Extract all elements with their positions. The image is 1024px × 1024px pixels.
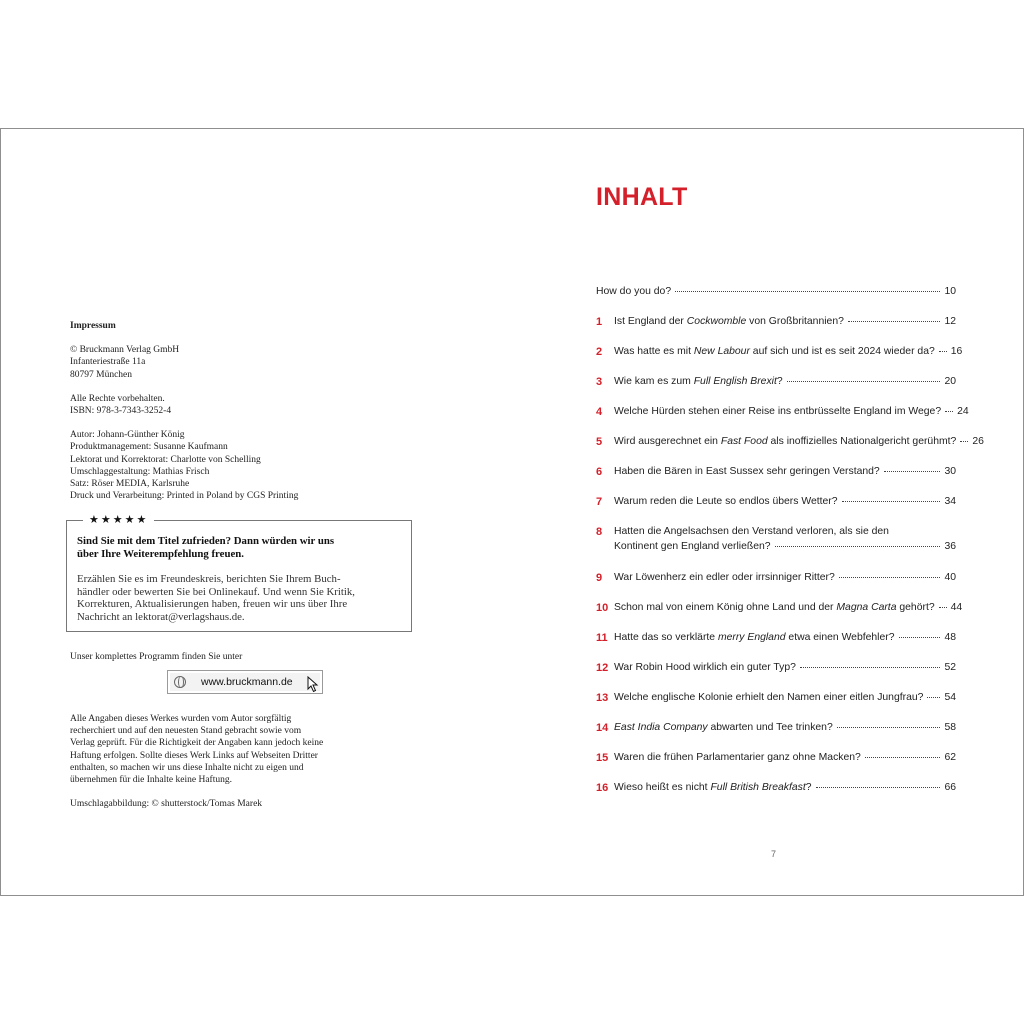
toc-dot-leader: [927, 696, 940, 698]
toc-entry-title: Welche englische Kolonie erhielt den Namen einer eitlen Jungfrau?: [614, 692, 924, 703]
toc-chapter-number: 13: [596, 692, 609, 704]
toc-entry-title: How do you do?: [596, 286, 672, 297]
toc-chapter-number: 11: [596, 632, 608, 644]
feedback-headline-line: Sind Sie mit dem Titel zufrieden? Dann würden wir uns: [77, 535, 335, 547]
website-url[interactable]: www.bruckmann.de: [201, 676, 293, 688]
toc-chapter-number: 5: [596, 436, 603, 448]
toc-entry-title: Hatte das so verklärte merry England etwa einen Webfehler?: [614, 632, 895, 643]
toc-entry-title: Wieso heißt es nicht Full British Breakfast?: [614, 782, 812, 793]
feedback-body-line: Erzählen Sie es im Freundeskreis, berichten Sie Ihrem Buch-: [77, 573, 341, 585]
rights-block: [70, 393, 360, 417]
toc-chapter-number: 10: [596, 602, 609, 614]
toc-page-number: 62: [944, 752, 956, 763]
toc-page-number: 40: [944, 572, 956, 583]
toc-chapter-number: 6: [596, 466, 603, 478]
toc-page-number: 10: [944, 286, 956, 297]
feedback-body: [77, 573, 407, 623]
toc-entry[interactable]: [596, 692, 956, 703]
toc-page-number: 12: [944, 316, 956, 327]
disclaimer-line: Haftung erfolgen. Sollte dieses Werk Links auf Webseiten Dritter: [70, 750, 318, 761]
toc-entry-title: War Robin Hood wirklich ein guter Typ?: [614, 662, 796, 673]
rights-line: Alle Rechte vorbehalten.: [70, 393, 165, 404]
toc-dot-leader: [945, 410, 953, 412]
toc-entry[interactable]: [596, 632, 956, 643]
toc-entry-title: Ist England der Cockwomble von Großbritannien?: [614, 316, 844, 327]
toc-page-number: 52: [944, 662, 956, 673]
toc-title: INHALT: [596, 183, 688, 211]
toc-chapter-number: 8: [596, 526, 603, 538]
toc-entry-title: Was hatte es mit New Labour auf sich und ist es seit 2024 wieder da?: [614, 346, 935, 357]
toc-entry[interactable]: [596, 376, 956, 387]
toc-entry[interactable]: [596, 406, 969, 418]
toc-page-number: 58: [944, 722, 956, 733]
imprint-heading: Impressum: [70, 321, 116, 331]
toc-dot-leader: [837, 726, 941, 728]
feedback-body-line: Korrekturen, Aktualisierungen haben, freuen wir uns über Ihre: [77, 598, 348, 610]
disclaimer-line: übernehmen für die Inhalte keine Haftung.: [70, 775, 232, 786]
toc-page-number: 20: [944, 376, 956, 387]
toc-entry[interactable]: [596, 722, 956, 733]
toc-page-number: 34: [944, 496, 956, 507]
toc-chapter-number: 7: [596, 496, 603, 508]
feedback-box: [66, 514, 412, 632]
toc-entry[interactable]: [596, 752, 956, 763]
toc-entry[interactable]: [596, 782, 956, 793]
website-url-box[interactable]: [167, 670, 323, 694]
toc-dot-leader: [675, 290, 940, 292]
credit-line: Satz: Röser MEDIA, Karlsruhe: [70, 479, 190, 490]
globe-icon: [174, 676, 186, 688]
toc-dot-leader: [842, 500, 941, 502]
feedback-body-line: Nachricht an lektorat@verlagshaus.de.: [77, 610, 245, 623]
toc-entry-title: Schon mal von einem König ohne Land und der Magna Carta gehört?: [614, 602, 935, 613]
credit-line: Druck und Verarbeitung: Printed in Poland by CGS Printing: [70, 491, 299, 502]
toc-page-number: 48: [944, 632, 956, 643]
credit-line: Autor: Johann-Günther König: [70, 430, 185, 441]
feedback-headline-line: über Ihre Weiterempfehlung freuen.: [77, 548, 244, 560]
toc-page-number: 24: [957, 406, 969, 417]
disclaimer-line: Alle Angaben dieses Werkes wurden vom Autor sorgfältig: [70, 714, 292, 724]
publisher-line: Infanteriestraße 11a: [70, 357, 146, 368]
toc-chapter-number: 16: [596, 782, 609, 794]
toc-entry-title: Warum reden die Leute so endlos übers Wetter?: [614, 496, 838, 507]
toc-dot-leader: [865, 756, 941, 758]
toc-entry[interactable]: [596, 286, 956, 297]
toc-entry-title: Wie kam es zum Full English Brexit?: [614, 376, 783, 387]
toc-entry-title: War Löwenherz ein edler oder irrsinniger Ritter?: [614, 572, 835, 583]
toc-chapter-number: 9: [596, 572, 603, 584]
toc-dot-leader: [960, 440, 968, 442]
toc-entry-title: East India Company abwarten und Tee trinken?: [614, 722, 833, 733]
toc-dot-leader: [899, 636, 941, 638]
disclaimer-line: Verlag geprüft. Für die Richtigkeit der Angaben kann jedoch keine: [70, 738, 324, 749]
toc-entry-title: Waren die frühen Parlamentarier ganz ohne Macken?: [614, 752, 861, 763]
toc-entry-title: Wird ausgerechnet ein Fast Food als inoffizielles Nationalgericht gerühmt?: [614, 436, 957, 447]
credit-line: Umschlaggestaltung: Mathias Frisch: [70, 466, 210, 477]
credits-block: [70, 429, 360, 502]
disclaimer: [70, 713, 360, 786]
toc-chapter-number: 4: [596, 406, 603, 418]
toc-entry[interactable]: [596, 526, 956, 552]
toc-page-number: 26: [972, 436, 984, 447]
toc-chapter-number: 12: [596, 662, 609, 674]
isbn-line: ISBN: 978-3-7343-3252-4: [70, 406, 172, 417]
publisher-line: © Bruckmann Verlag GmbH: [70, 345, 180, 356]
toc-dot-leader: [775, 545, 941, 547]
toc-chapter-number: 1: [596, 316, 603, 328]
page-number: 7: [771, 849, 777, 859]
toc-chapter-number: 2: [596, 346, 603, 358]
toc-page-number: 36: [944, 541, 956, 552]
toc-entry[interactable]: [596, 466, 956, 477]
credit-line: Lektorat und Korrektorat: Charlotte von Schelling: [70, 454, 261, 465]
toc-entry-title: Kontinent gen England verließen?: [614, 541, 771, 552]
mouse-pointer-icon: [307, 676, 319, 693]
toc-page-number: 16: [950, 346, 963, 357]
toc-entry[interactable]: [596, 346, 963, 358]
toc-page-number: 30: [944, 466, 956, 477]
toc-entry[interactable]: [596, 602, 963, 614]
toc-entry[interactable]: [596, 496, 956, 507]
toc-entry[interactable]: [596, 316, 956, 327]
toc-entry[interactable]: [596, 572, 956, 583]
toc-dot-leader: [939, 350, 947, 352]
disclaimer-line: enthalten, so machen wir uns diese Inhalte nicht zu eigen und: [70, 762, 304, 773]
publisher-block: [70, 344, 360, 381]
toc-dot-leader: [787, 380, 941, 382]
publisher-line: 80797 München: [70, 369, 133, 380]
feedback-body-line: händler oder bewerten Sie bei Onlinekauf. Und wenn Sie Kritik,: [77, 585, 355, 598]
toc-dot-leader: [939, 606, 947, 608]
toc-entry-title: Haben die Bären in East Sussex sehr geringen Verstand?: [614, 466, 880, 477]
toc-dot-leader: [816, 786, 941, 788]
program-text: Unser komplettes Programm finden Sie unter: [70, 652, 243, 662]
cover-credit: Umschlagabbildung: © shutterstock/Tomas Marek: [70, 799, 263, 809]
disclaimer-line: recherchiert und auf den neuesten Stand gebracht sowie vom: [70, 726, 302, 737]
toc-chapter-number: 15: [596, 752, 609, 764]
toc-entry[interactable]: [596, 436, 984, 448]
toc-entry-title: Welche Hürden stehen einer Reise ins entbrüsselte England im Wege?: [614, 406, 942, 417]
toc-chapter-number: 3: [596, 376, 603, 388]
toc-dot-leader: [839, 576, 941, 578]
toc-entry[interactable]: [596, 662, 956, 673]
credit-line: Produktmanagement: Susanne Kaufmann: [70, 442, 228, 453]
toc-dot-leader: [884, 470, 941, 472]
feedback-headline: [77, 535, 377, 561]
toc-dot-leader: [848, 320, 941, 322]
toc-page-number: 54: [944, 692, 956, 703]
toc-entry-title-line: Hatten die Angelsachsen den Verstand verloren, als sie den: [614, 526, 889, 537]
toc-dot-leader: [800, 666, 941, 668]
toc-page-number: 44: [950, 602, 963, 613]
toc-page-number: 66: [944, 782, 956, 793]
five-stars-icon: ★★★★★: [83, 513, 154, 526]
imprint: [70, 320, 360, 514]
toc-chapter-number: 14: [596, 722, 609, 734]
